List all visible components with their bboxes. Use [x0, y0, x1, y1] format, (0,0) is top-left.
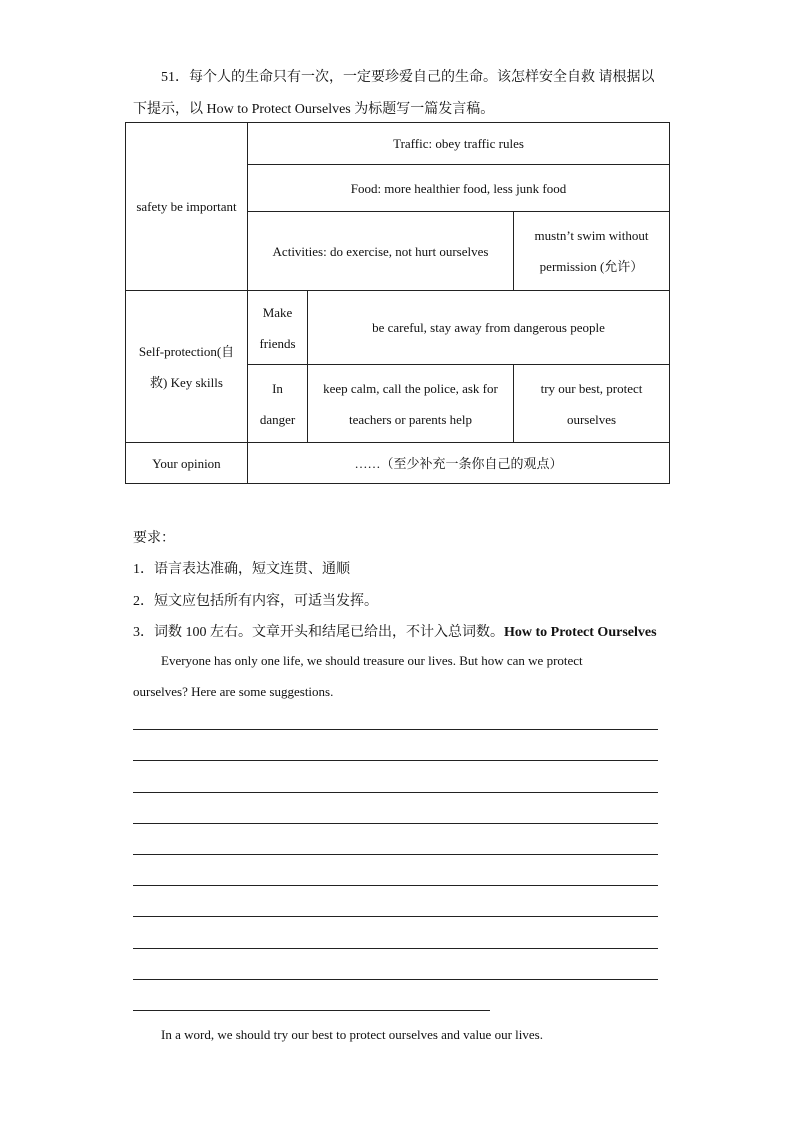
in-danger-text-cell: keep calm, call the police, ask for teachers or parents help: [308, 365, 514, 443]
essay-title: How to Protect Ourselves: [504, 625, 657, 640]
writing-line[interactable]: [133, 885, 658, 886]
essay-opening-line-1: Everyone has only one life, we should treasure our lives. But how can we protect: [161, 653, 583, 668]
writing-line[interactable]: [133, 854, 658, 855]
in-danger-label-cell: In danger: [248, 365, 308, 443]
question-line-1: 51．每个人的生命只有一次，一定要珍爱自己的生命。该怎样安全自救 请根据以: [161, 70, 655, 85]
in-danger-text-cell-2: try our best, protect ourselves: [514, 365, 670, 443]
writing-line[interactable]: [133, 729, 658, 730]
requirement-3: [133, 621, 657, 641]
writing-line[interactable]: [133, 979, 658, 980]
activities-cell: Activities: do exercise, not hurt ourselves: [248, 212, 514, 291]
make-friends-text-cell: be careful, stay away from dangerous people: [308, 291, 670, 365]
requirement-1: 1．语言表达准确，短文连贯、通顺: [133, 562, 350, 577]
swim-cell: mustn’t swim without permission (允许）: [514, 212, 670, 291]
writing-line[interactable]: [133, 760, 658, 761]
writing-line[interactable]: [133, 1010, 490, 1011]
writing-line[interactable]: [133, 823, 658, 824]
writing-line[interactable]: [133, 948, 658, 949]
question-line-2: 下提示，以 How to Protect Ourselves 为标题写一篇发言稿。: [133, 102, 495, 117]
requirements-heading: 要求：: [133, 531, 175, 546]
hint-table: [125, 122, 670, 484]
food-cell: Food: more healthier food, less junk food: [248, 165, 670, 212]
essay-closing-line: In a word, we should try our best to protect ourselves and value our lives.: [161, 1027, 543, 1042]
essay-opening-line-2: ourselves? Here are some suggestions.: [133, 684, 334, 699]
writing-line[interactable]: [133, 792, 658, 793]
self-protection-label-cell: Self-protection(自救) Key skills: [126, 291, 248, 443]
traffic-cell: Traffic: obey traffic rules: [248, 123, 670, 165]
opinion-text-cell: ……（至少补充一条你自己的观点）: [248, 443, 670, 484]
requirement-2: 2．短文应包括所有内容，可适当发挥。: [133, 594, 378, 609]
make-friends-label-cell: Make friends: [248, 291, 308, 365]
opinion-label-cell: Your opinion: [126, 443, 248, 484]
writing-line[interactable]: [133, 916, 658, 917]
safety-label-cell: safety be important: [126, 123, 248, 291]
requirement-3-text: 3．词数 100 左右。文章开头和结尾已给出，不计入总词数。: [133, 625, 504, 640]
